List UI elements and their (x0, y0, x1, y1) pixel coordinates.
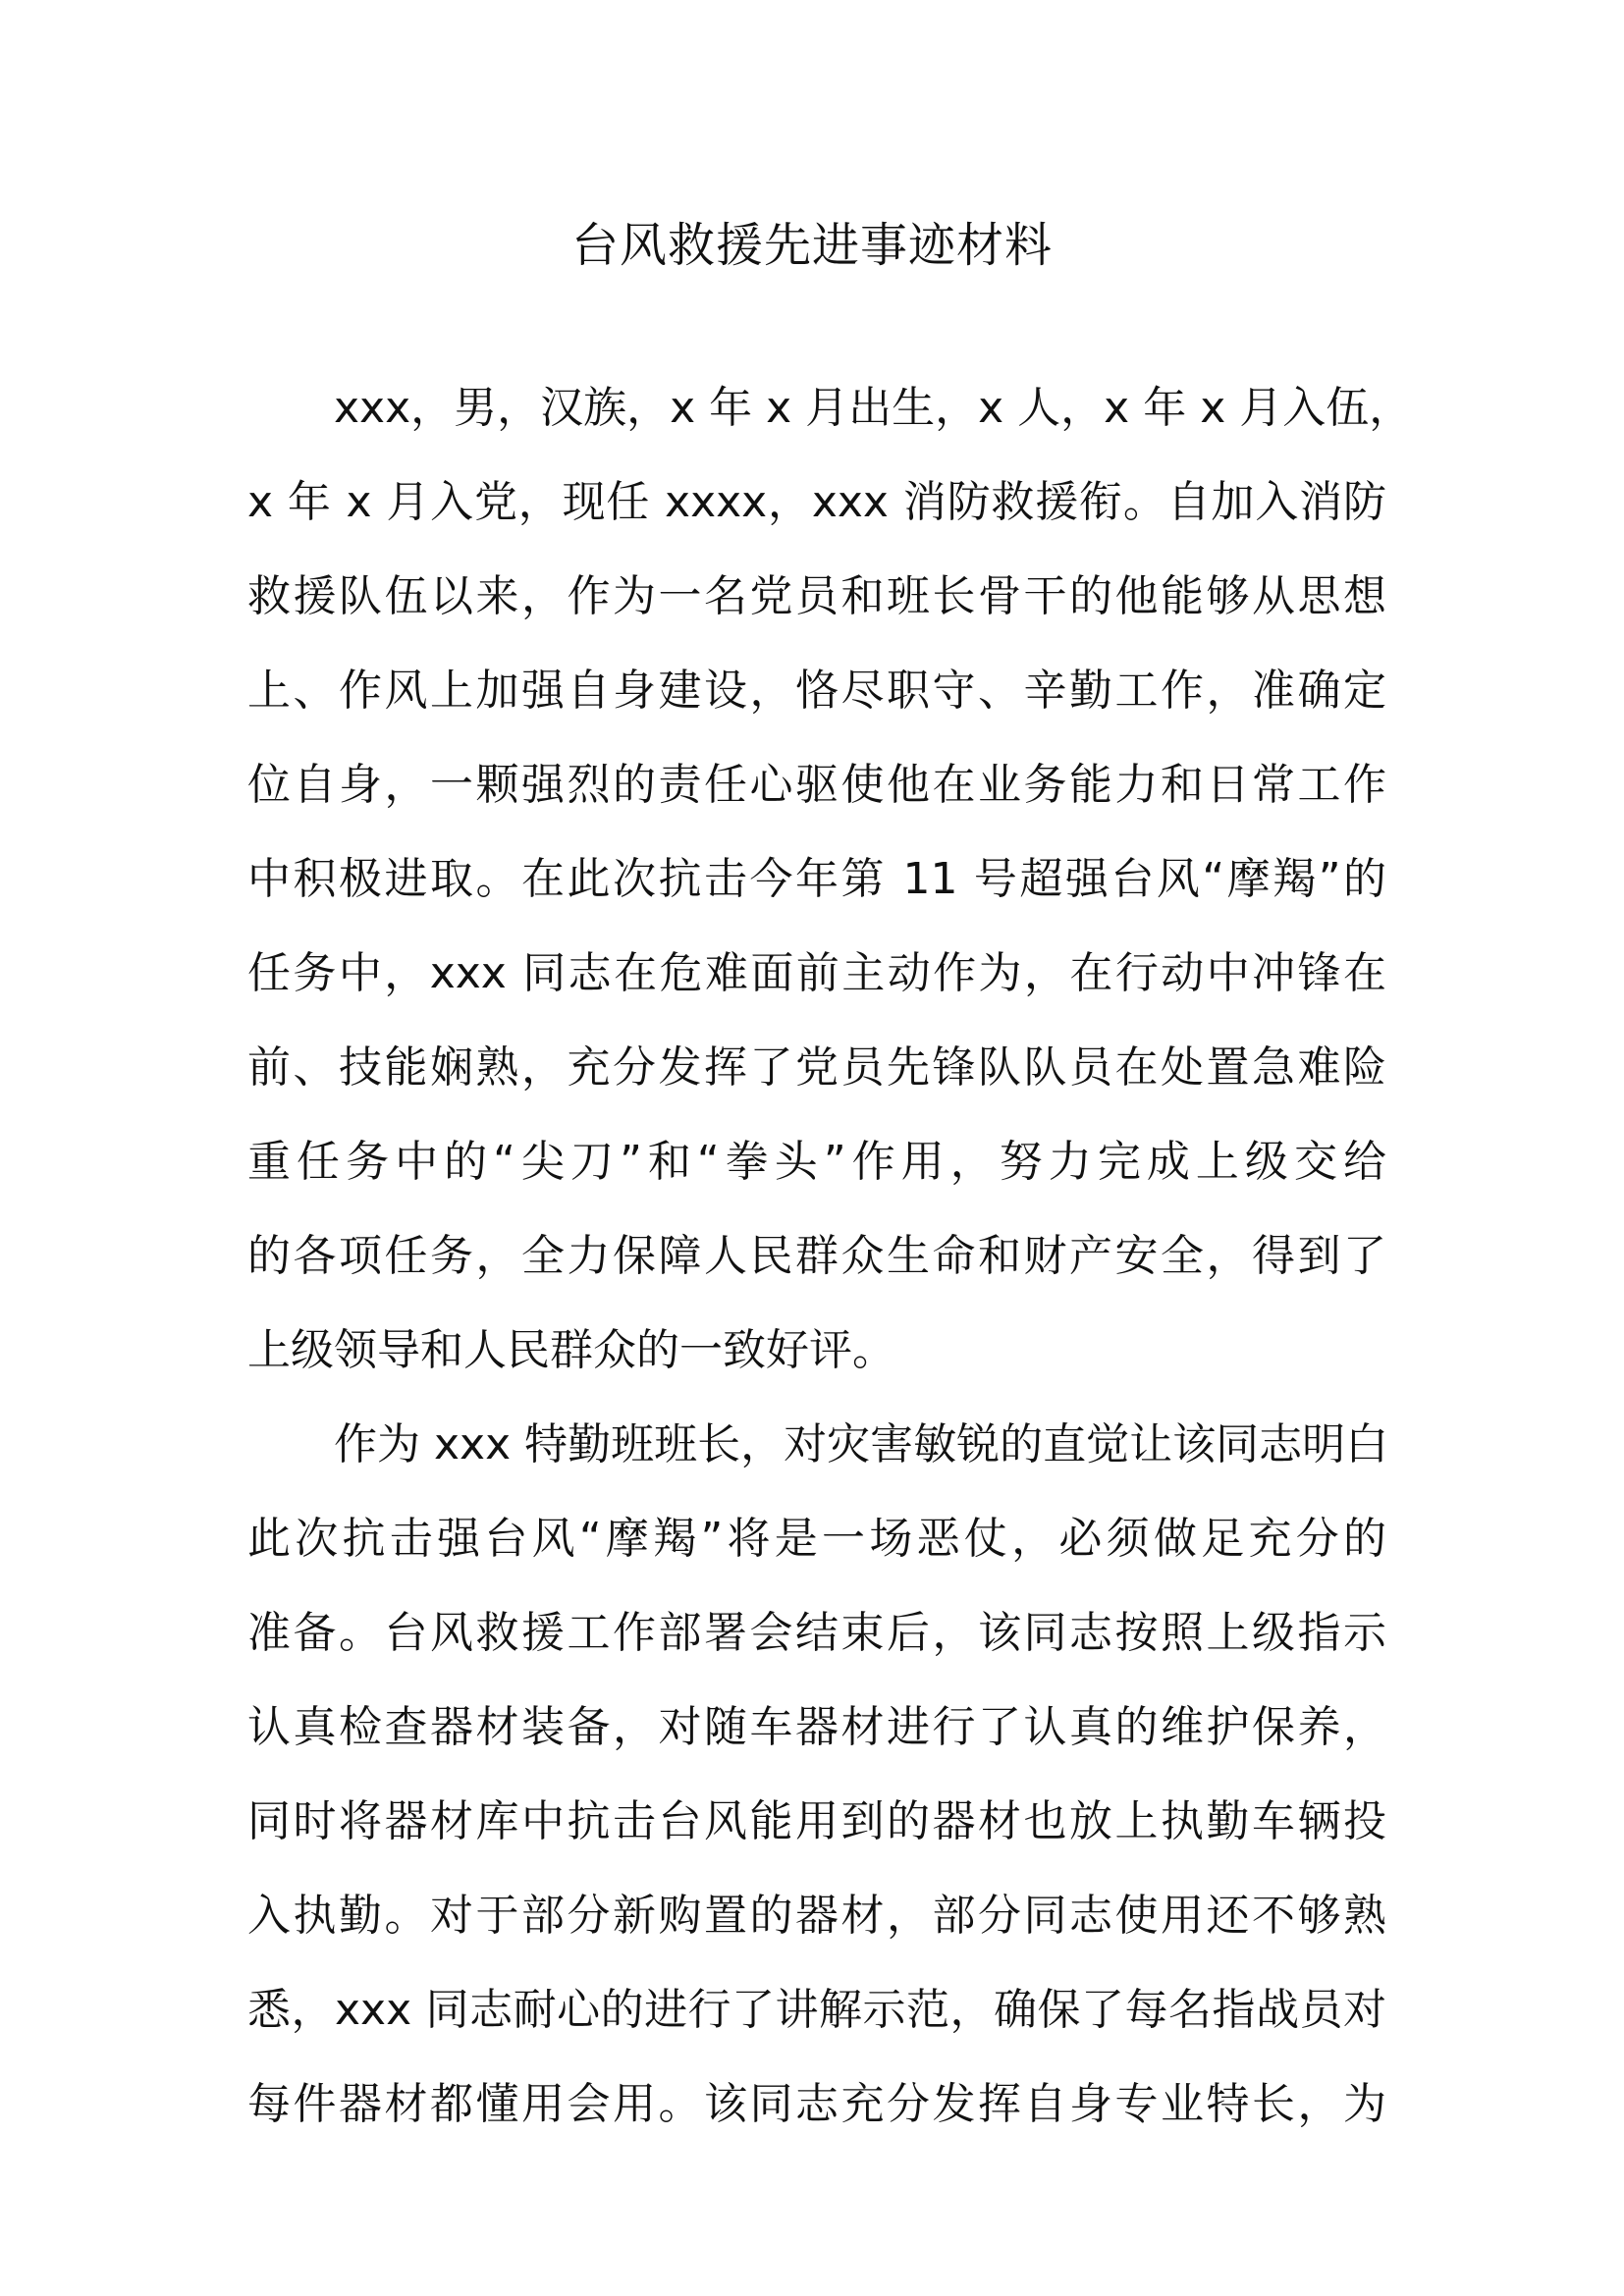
paragraph-1-line-7: 任务中，xxx 同志在危难面前主动作为，在行动中冲锋在 (247, 948, 1386, 998)
paragraph-1-line-3: 救援队伍以来，作为一名党员和班长骨干的他能够从思想 (247, 571, 1386, 621)
paragraph-2-line-2: 此次抗击强台风“摩羯”将是一场恶仗，必须做足充分的 (247, 1514, 1386, 1564)
paragraph-2-line-8: 每件器材都懂用会用。该同志充分发挥自身专业特长，为 (247, 2079, 1386, 2129)
paragraph-1-line-6: 中积极进取。在此次抗击今年第 11 号超强台风“摩羯”的 (247, 854, 1386, 904)
paragraph-1-line-1: xxx，男，汉族，x 年 x 月出生，x 人，x 年 x 月入伍， (334, 383, 1413, 433)
paragraph-1-line-9: 重任务中的“尖刀”和“拳头”作用，努力完成上级交给 (247, 1137, 1386, 1187)
paragraph-2-line-1: 作为 xxx 特勤班班长，对灾害敏锐的直觉让该同志明白 (334, 1419, 1389, 1469)
paragraph-1-line-4: 上、作风上加强自身建设，恪尽职守、辛勤工作，准确定 (247, 666, 1386, 716)
paragraph-1-line-5: 位自身，一颗强烈的责任心驱使他在业务能力和日常工作 (247, 760, 1386, 810)
paragraph-1-line-11: 上级领导和人民群众的一致好评。 (247, 1325, 895, 1375)
paragraph-1-line-8: 前、技能娴熟，充分发挥了党员先锋队队员在处置急难险 (247, 1042, 1386, 1093)
paragraph-2-line-4: 认真检查器材装备，对随车器材进行了认真的维护保养， (247, 1702, 1386, 1752)
paragraph-1-line-2: x 年 x 月入党，现任 xxxx，xxx 消防救援衔。自加入消防 (247, 477, 1386, 527)
paragraph-2-line-5: 同时将器材库中抗击台风能用到的器材也放上执勤车辆投 (247, 1796, 1386, 1846)
paragraph-1-line-10: 的各项任务，全力保障人民群众生命和财产安全，得到了 (247, 1231, 1386, 1281)
paragraph-2-line-6: 入执勤。对于部分新购置的器材，部分同志使用还不够熟 (247, 1891, 1386, 1941)
paragraph-2-line-7: 悉，xxx 同志耐心的进行了讲解示范，确保了每名指战员对 (247, 1985, 1386, 2035)
document-title: 台风救援先进事迹材料 (570, 218, 1053, 273)
document-body (247, 361, 1413, 2152)
paragraph-2-line-3: 准备。台风救援工作部署会结束后，该同志按照上级指示 (247, 1608, 1386, 1658)
